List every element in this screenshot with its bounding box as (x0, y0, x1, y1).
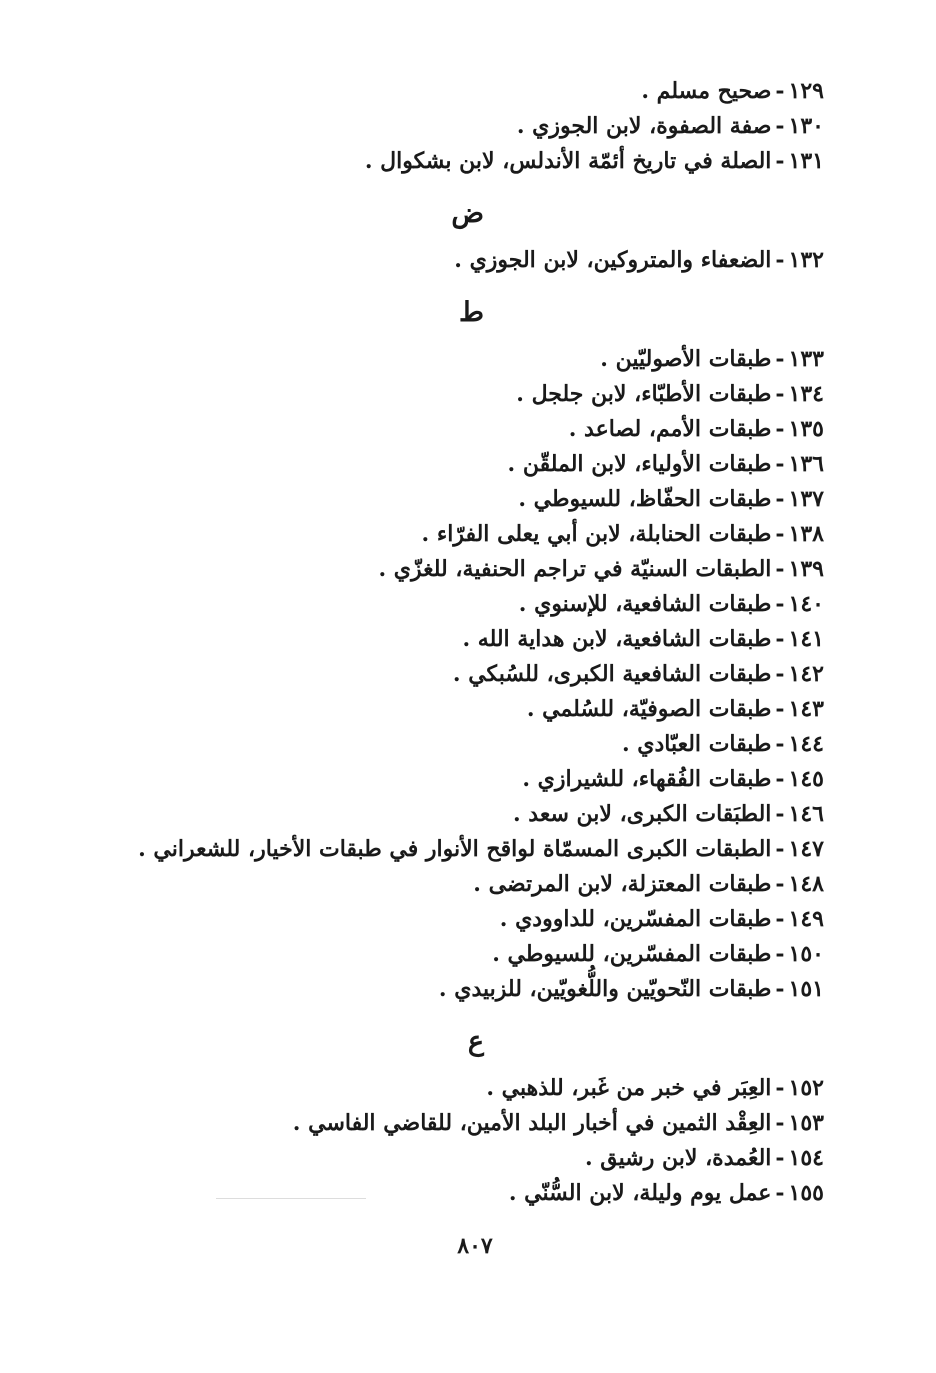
section-letter-heading: ع (467, 1026, 484, 1057)
bibliography-entry (184, 587, 824, 622)
entry-number: ١٣٩ (788, 556, 824, 582)
entry-number: ١٥١ (788, 976, 824, 1002)
entry-title: طبقات الحفّاظ، للسيوطي . (518, 486, 772, 512)
entry-number: ١٣٠ (788, 113, 824, 139)
entry-title: عمل يوم وليلة، لابن السُّنّي . (508, 1180, 772, 1206)
entry-title: العِبَر في خبر من غَبر، للذهبي . (486, 1075, 772, 1101)
bibliography-entry (184, 144, 824, 179)
entry-dash: - (775, 976, 785, 1002)
entry-dash: - (775, 521, 785, 547)
entry-title: الضعفاء والمتروكين، لابن الجوزي . (454, 247, 772, 273)
entry-title: العِقْد الثمين في أخبار البلد الأمين، للقاضي الفاسي . (292, 1110, 772, 1136)
bibliography-entry (184, 109, 824, 144)
entry-number: ١٤٥ (788, 766, 824, 792)
entry-title: الطبقات الكبرى المسمّاة لواقح الأنوار في طبقات الأخيار، للشعراني . (138, 836, 772, 862)
bibliography-entry (184, 482, 824, 517)
bibliography-entry (184, 937, 824, 972)
entry-number: ١٥٣ (788, 1110, 824, 1136)
entry-title: طبقات الحنابلة، لابن أبي يعلى الفرّاء . (421, 521, 772, 547)
section-letter-heading: ض (451, 198, 484, 229)
entry-number: ١٣٣ (788, 346, 824, 372)
entry-number: ١٢٩ (788, 78, 824, 104)
entry-dash: - (775, 113, 785, 139)
entry-number: ١٤٦ (788, 801, 824, 827)
bibliography-entry (184, 692, 824, 727)
entry-number: ١٤٣ (788, 696, 824, 722)
bibliography-entry (184, 902, 824, 937)
entry-dash: - (775, 486, 785, 512)
entry-dash: - (775, 1145, 785, 1171)
bibliography-entry (184, 552, 824, 587)
entry-title: صحيح مسلم . (641, 78, 772, 104)
bibliography-entry (184, 1106, 824, 1141)
entry-dash: - (775, 381, 785, 407)
entry-dash: - (775, 626, 785, 652)
bibliography-entry (184, 657, 824, 692)
entry-number: ١٥٠ (788, 941, 824, 967)
entry-dash: - (775, 906, 785, 932)
bibliography-entry (184, 1141, 824, 1176)
bibliography-entry (184, 412, 824, 447)
entry-dash: - (775, 696, 785, 722)
entry-title: طبقات الشافعية، للإسنوي . (518, 591, 772, 617)
entry-title: طبقات الشافعية الكبرى، للسُبكي . (452, 661, 772, 687)
entry-number: ١٤٧ (788, 836, 824, 862)
section-letter-heading: ط (459, 297, 484, 328)
bibliography-entry (138, 832, 824, 867)
bibliography-entry (184, 517, 824, 552)
entry-title: طبقات المفسّرين، للداوودي . (499, 906, 772, 932)
entry-dash: - (775, 941, 785, 967)
entry-dash: - (775, 556, 785, 582)
bibliography-entry (184, 342, 824, 377)
bibliography-entry (184, 447, 824, 482)
entry-title: طبقات الأصوليّين . (600, 346, 772, 372)
entry-title: طبقات المعتزلة، لابن المرتضى . (473, 871, 772, 897)
entry-number: ١٣٦ (788, 451, 824, 477)
scan-artifact-line (216, 1198, 366, 1199)
entry-number: ١٤٢ (788, 661, 824, 687)
entry-number: ١٤٩ (788, 906, 824, 932)
entry-dash: - (775, 766, 785, 792)
bibliography-entry (184, 762, 824, 797)
entry-number: ١٥٢ (788, 1075, 824, 1101)
bibliography-entry (184, 1071, 824, 1106)
entry-title: الطبَقات الكبرى، لابن سعد . (512, 801, 772, 827)
entry-number: ١٣٧ (788, 486, 824, 512)
entry-number: ١٤٤ (788, 731, 824, 757)
entry-title: الصلة في تاريخ أئمّة الأندلس، لابن بشكوال . (364, 148, 772, 174)
entry-title: طبقات الصوفيّة، للسُلمي . (526, 696, 772, 722)
entry-title: طبقات الأولياء، لابن الملقّن . (507, 451, 772, 477)
entry-dash: - (775, 591, 785, 617)
entry-dash: - (775, 836, 785, 862)
entry-number: ١٥٥ (788, 1180, 824, 1206)
entry-dash: - (775, 148, 785, 174)
bibliography-entry (184, 867, 824, 902)
entry-dash: - (775, 661, 785, 687)
bibliography-entry (184, 727, 824, 762)
bibliography-entry (184, 797, 824, 832)
entry-dash: - (775, 247, 785, 273)
entry-title: طبقات الفُقهاء، للشيرازي . (522, 766, 772, 792)
entry-number: ١٣١ (788, 148, 824, 174)
bibliography-entry (184, 74, 824, 109)
bibliography-entry (184, 1176, 824, 1211)
entry-number: ١٣٥ (788, 416, 824, 442)
entry-title: صفة الصفوة، لابن الجوزي . (516, 113, 772, 139)
entry-title: طبقات المفسّرين، للسيوطي . (492, 941, 772, 967)
entry-dash: - (775, 346, 785, 372)
bibliography-list (138, 74, 824, 1211)
entry-number: ١٥٤ (788, 1145, 824, 1171)
entry-dash: - (775, 78, 785, 104)
entry-title: العُمدة، لابن رشيق . (584, 1145, 772, 1171)
entry-dash: - (775, 1110, 785, 1136)
bibliography-entry (184, 377, 824, 412)
entry-number: ١٤١ (788, 626, 824, 652)
entry-dash: - (775, 731, 785, 757)
bibliography-entry (184, 622, 824, 657)
entry-number: ١٤٨ (788, 871, 824, 897)
entry-title: طبقات النّحويّين واللُّغويّين، للزبيدي . (438, 976, 772, 1002)
entry-number: ١٣٢ (788, 247, 824, 273)
entry-title: الطبقات السنيّة في تراجم الحنفية، للغزّي . (378, 556, 772, 582)
entry-dash: - (775, 416, 785, 442)
entry-title: طبقات الأطبّاء، لابن جلجل . (516, 381, 772, 407)
entry-dash: - (775, 871, 785, 897)
bibliography-entry (184, 243, 824, 278)
entry-title: طبقات الأمم، لصاعد . (568, 416, 772, 442)
page-number: ٨٠٧ (457, 1233, 493, 1259)
entry-number: ١٣٨ (788, 521, 824, 547)
entry-dash: - (775, 1180, 785, 1206)
entry-title: طبقات العبّادي . (621, 731, 772, 757)
entry-number: ١٣٤ (788, 381, 824, 407)
entry-dash: - (775, 801, 785, 827)
entry-dash: - (775, 1075, 785, 1101)
entry-number: ١٤٠ (788, 591, 824, 617)
entry-dash: - (775, 451, 785, 477)
entry-title: طبقات الشافعية، لابن هداية الله . (462, 626, 772, 652)
bibliography-entry (184, 972, 824, 1007)
